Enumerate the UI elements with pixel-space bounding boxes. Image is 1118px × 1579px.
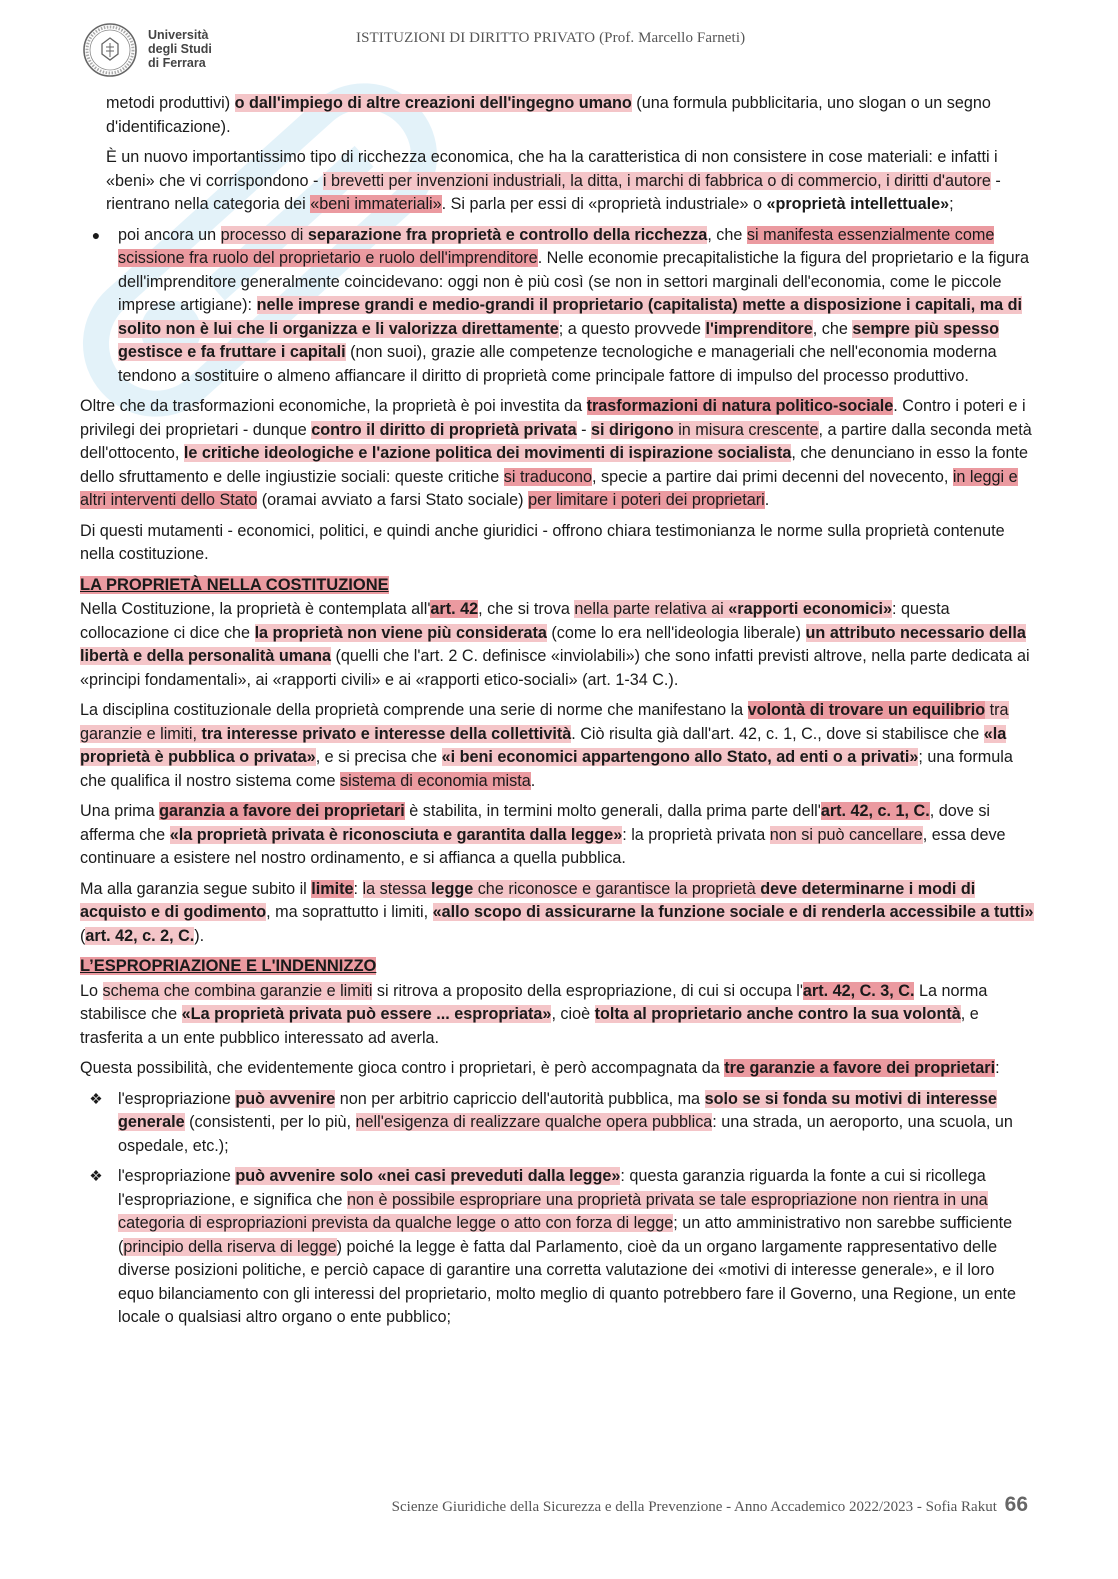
paragraph: Ma alla garanzia segue subito il limite: la stessa legge che riconosce e garantisce la proprietà deve determinarne i modi di acquisto e di godimento, ma soprattutto i limiti, «allo scopo di assicurarne la funzione sociale e di renderla accessibile a tutti» (art. 42, c. 2, C.). bbox=[80, 879, 1034, 945]
paragraph: Una prima garanzia a favore dei proprietari è stabilita, in termini molto generali, dalla prima parte dell'art. 42, c. 1, C., dove si afferma che «la proprietà privata è riconosciuta e garantita dalla legge»: la proprietà privata non si può cancellare, essa deve continuare a esistere nel nostro ordinamento, e si affianca a quella pubblica. bbox=[80, 802, 1006, 867]
paragraph: Nella Costituzione, la proprietà è contemplata all'art. 42, che si trova nella parte relativa ai «rapporti economici»: questa collocazione ci dice che la proprietà non viene più considerata (come lo era nell'ideologia liberale) un attributo necessario della libertà e della personalità umana (quelli che l'art. 2 C. definisce «inviolabili») che sono infatti previsti altrove, nella parte dedicata ai «principi fondamentali», ai «rapporti civili» e ai «rapporti etico-sociali» (art. 1-34 C.). bbox=[80, 600, 1030, 689]
bullet-icon: ● bbox=[91, 226, 101, 243]
section-heading: L’ESPROPRIAZIONE E L'INDENNIZZO bbox=[80, 957, 377, 975]
list-item: ❖ l'espropriazione può avvenire solo «nei casi preveduti dalla legge»: questa garanzia riguarda la fonte a cui si ricollega l'espropriazione, e significa che non è possibile espropriare una proprietà privata se tale espropriazione non rientra in una categoria di espropriazioni prevista da qualche legge o atto con forza di legge; un atto amministrativo non sarebbe sufficiente (principio della riserva di legge) poiché la legge è fatta dal Parlamento, cioè da un organo largamente rappresentativo delle diverse posizioni politiche, e perciò capace di garantire una corretta valutazione dei «motivi di interesse generale», e il loro equo bilanciamento con gli interessi del proprietario, molto meglio di quanto potrebbero fare il Governo, una Regione, un ente locale o qualsiasi altro organo o ente pubblico; bbox=[80, 1165, 1034, 1330]
paragraph: Di questi mutamenti - economici, politici, e quindi anche giuridici - offrono chiara testimonianza le norme sulla proprietà contenute nella costituzione. bbox=[80, 521, 1005, 563]
page-body bbox=[80, 92, 1034, 1337]
paragraph: La disciplina costituzionale della proprietà comprende una serie di norme che manifestano la volontà di trovare un equilibrio tra garanzie e limiti, tra interesse privato e interesse della collettività. Ciò risulta già dall'art. 42, c. 1, C., dove si stabilisce che «la proprietà è pubblica o privata», e si precisa che «i beni economici appartengono allo Stato, ad enti o a privati»; una formula che qualifica il nostro sistema come sistema di economia mista. bbox=[80, 701, 1013, 790]
list-item: ❖ l'espropriazione può avvenire non per arbitrio capriccio dell'autorità pubblica, ma solo se si fonda su motivi di interesse generale (consistenti, per lo più, nell'esigenza di realizzare qualche opera pubblica: una strada, un aeroporto, una scuola, un ospedale, etc.); bbox=[80, 1088, 1034, 1159]
paragraph: È un nuovo importantissimo tipo di ricchezza economica, che ha la caratteristica di non consistere in cose materiali: e infatti i «beni» che vi corrispondono - i brevetti per invenzioni industriali, la ditta, i marchi di fabbrica o di commercio, i diritti d'autore - rientrano nella categoria dei «beni immateriali». Si parla per essi di «proprietà industriale» o «proprietà intellettuale»; bbox=[106, 148, 1001, 213]
section-heading: LA PROPRIETÀ NELLA COSTITUZIONE bbox=[80, 575, 389, 594]
paragraph: Lo schema che combina garanzie e limiti si ritrova a proposito della espropriazione, di cui si occupa l'art. 42, C. 3, C. La norma stabilisce che «La proprietà privata può essere ... espropriata», cioè tolta al proprietario anche contro la sua volontà, e trasferita a un ente pubblico interessato ad averla. bbox=[80, 981, 988, 1047]
page-footer: Scienze Giuridiche della Sicurezza e della Prevenzione - Anno Accademico 2022/2023 - Sofia Rakut 66 bbox=[391, 1493, 1028, 1516]
course-title: ISTITUZIONI DI DIRITTO PRIVATO (Prof. Marcello Farneti) bbox=[356, 30, 746, 46]
diamond-bullet-icon: ❖ bbox=[89, 1090, 103, 1108]
paragraph: metodi produttivi) o dall'impiego di altre creazioni dell'ingegno umano (una formula pubblicitaria, uno slogan o un segno d'identificazione). bbox=[106, 94, 991, 136]
paragraph: Oltre che da trasformazioni economiche, la proprietà è poi investita da trasformazioni di natura politico-sociale. Contro i poteri e i privilegi dei proprietari - dunque contro il diritto di proprietà privata - si dirigono in misura crescente, a partire dalla seconda metà dell'ottocento, le critiche ideologiche e l'azione politica dei movimenti di ispirazione socialista, che denunciano in esso la fonte dello sfruttamento e delle ingiustizie sociali: queste critiche si traducono, specie a partire dai primi decenni del novecento, in leggi e altri interventi dello Stato (oramai avviato a farsi Stato sociale) per limitare i poteri dei proprietari. bbox=[80, 397, 1032, 509]
page-number: 66 bbox=[1004, 1493, 1028, 1516]
university-seal-logo bbox=[82, 22, 138, 78]
diamond-bullet-icon: ❖ bbox=[89, 1168, 103, 1185]
list-item: ● poi ancora un processo di separazione fra proprietà e controllo della ricchezza, che si manifesta essenzialmente come scissione fra ruolo del proprietario e ruolo dell'imprenditore. Nelle economie precapitalistiche la figura del proprietario e la figura dell'imprenditore generalmente coincidevano: oggi non è più così (se non in settori marginali dell'economia, come le piccole imprese artigiane): nelle imprese grandi e medio-grandi il proprietario (capitalista) mette a disposizione i capitali, ma di solito non è lui che li organizza e li valorizza direttamente; a questo provvede l'imprenditore, che sempre più spesso gestisce e fa fruttare i capitali (non suoi), grazie alle competenze tecnologiche e manageriali che nell'economia moderna tendono a sostituire o almeno affiancare il diritto di proprietà come principale fattore di impulso del processo produttivo. bbox=[80, 224, 1034, 389]
paragraph: Questa possibilità, che evidentemente gioca contro i proprietari, è però accompagnata da tre garanzie a favore dei proprietari: bbox=[80, 1059, 1000, 1077]
university-name: Università degli Studi di Ferrara bbox=[148, 28, 212, 70]
